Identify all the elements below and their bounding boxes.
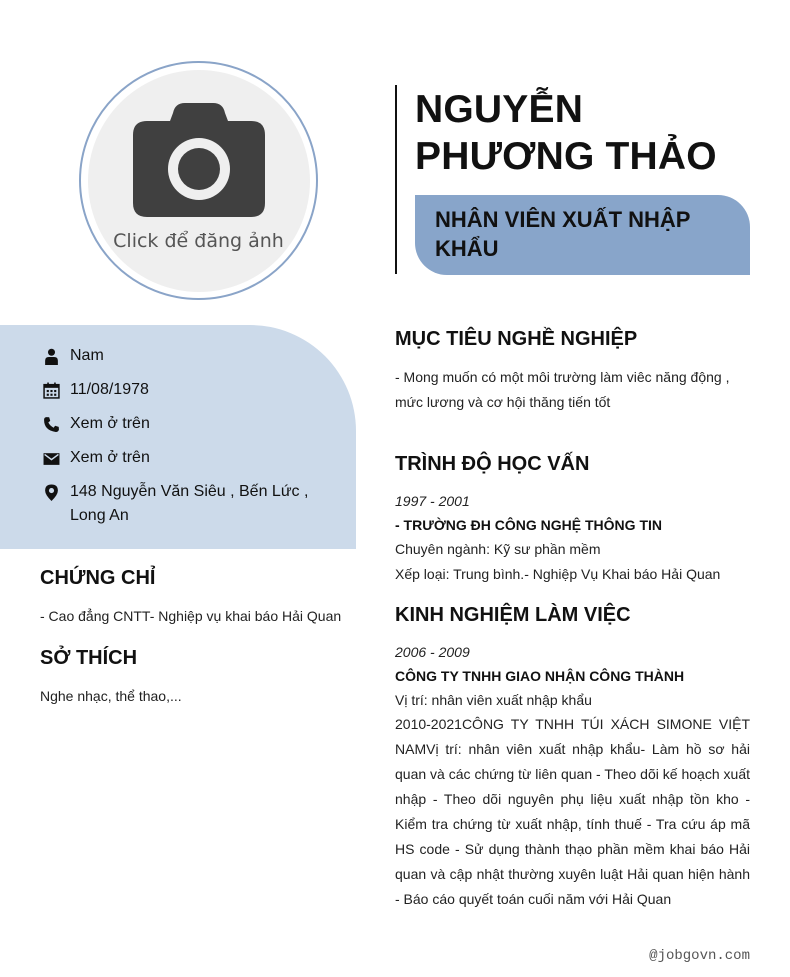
contact-email: [40, 446, 356, 470]
experience-section: [395, 603, 750, 912]
education-title: TRÌNH ĐỘ HỌC VẤN: [395, 453, 590, 475]
email-icon: [40, 446, 70, 470]
objective-section: [395, 327, 750, 415]
gender-value: Nam: [70, 347, 104, 364]
person-icon: [40, 344, 70, 368]
contact-birthday: [40, 378, 356, 402]
experience-company: CÔNG TY TNHH GIAO NHẬN CÔNG THÀNH: [395, 668, 685, 684]
education-section: [395, 452, 750, 586]
birthday-value: 11/08/1978: [70, 381, 149, 398]
objective-title: MỤC TIÊU NGHỀ NGHIỆP: [395, 328, 638, 350]
contact-address: [40, 480, 356, 528]
avatar-upload-label: Click để đăng ảnh: [113, 229, 284, 252]
experience-position: Vị trí: nhân viên xuất nhập khẩu: [395, 692, 592, 708]
education-period: 1997 - 2001: [395, 493, 470, 509]
watermark: @jobgovn.com: [649, 948, 750, 964]
avatar-placeholder: [88, 70, 310, 292]
header-divider: [395, 85, 397, 274]
camera-icon: [133, 103, 265, 219]
address-value: 148 Nguyễn Văn Siêu , Bến Lức , Long An: [70, 483, 309, 524]
education-rank: Xếp loại: Trung bình.- Nghiệp Vụ Khai báo Hải Quan: [395, 566, 721, 582]
certificates-section: [40, 566, 350, 628]
calendar-icon: [40, 378, 70, 402]
phone-icon: [40, 412, 70, 436]
education-school: - TRƯỜNG ĐH CÔNG NGHỆ THÔNG TIN: [395, 517, 662, 533]
job-title-box: [415, 195, 750, 275]
experience-details: 2010-2021CÔNG TY TNHH TÚI XÁCH SIMONE VIỆT NAMVị trí: nhân viên xuất nhập khẩu- Làm hồ sơ hải quan và các chứng từ liên quan - Theo dõi kế hoạch xuất nhập - Theo dõi nguyên phụ liệu xuất nhập tồn kho - Kiểm tra chứng từ xuất nhập, tính thuế - Tra cứu áp mã HS code - Sử dụng thành thạo phần mềm khai báo Hải quan và cập nhật thường xuyên luật Hải quan hiện hành - Báo cáo quyết toán cuối năm với Hải Quan: [395, 716, 750, 907]
job-title: NHÂN VIÊN XUẤT NHẬP KHẨU: [435, 207, 691, 261]
avatar-upload[interactable]: [79, 61, 318, 300]
contact-gender: [40, 344, 356, 368]
contact-phone: [40, 412, 356, 436]
hobbies-section: [40, 646, 350, 708]
phone-value: Xem ở trên: [70, 415, 150, 432]
location-icon: [40, 480, 70, 504]
email-value: Xem ở trên: [70, 449, 150, 466]
objective-text: - Mong muốn có một môi trường làm viêc năng động , mức lương và cơ hội thăng tiến tốt: [395, 369, 730, 410]
candidate-name: NGUYỄN PHƯƠNG THẢO: [415, 88, 717, 178]
hobbies-title: SỞ THÍCH: [40, 647, 138, 669]
certificates-title: CHỨNG CHỈ: [40, 567, 156, 589]
experience-period: 2006 - 2009: [395, 644, 470, 660]
certificates-text: - Cao đẳng CNTT- Nghiệp vụ khai báo Hải Quan: [40, 608, 342, 624]
education-major: Chuyên ngành: Kỹ sư phần mềm: [395, 541, 601, 557]
experience-title: KINH NGHIỆM LÀM VIỆC: [395, 604, 631, 626]
contact-panel: [0, 325, 356, 549]
hobbies-text: Nghe nhạc, thể thao,...: [40, 688, 182, 704]
